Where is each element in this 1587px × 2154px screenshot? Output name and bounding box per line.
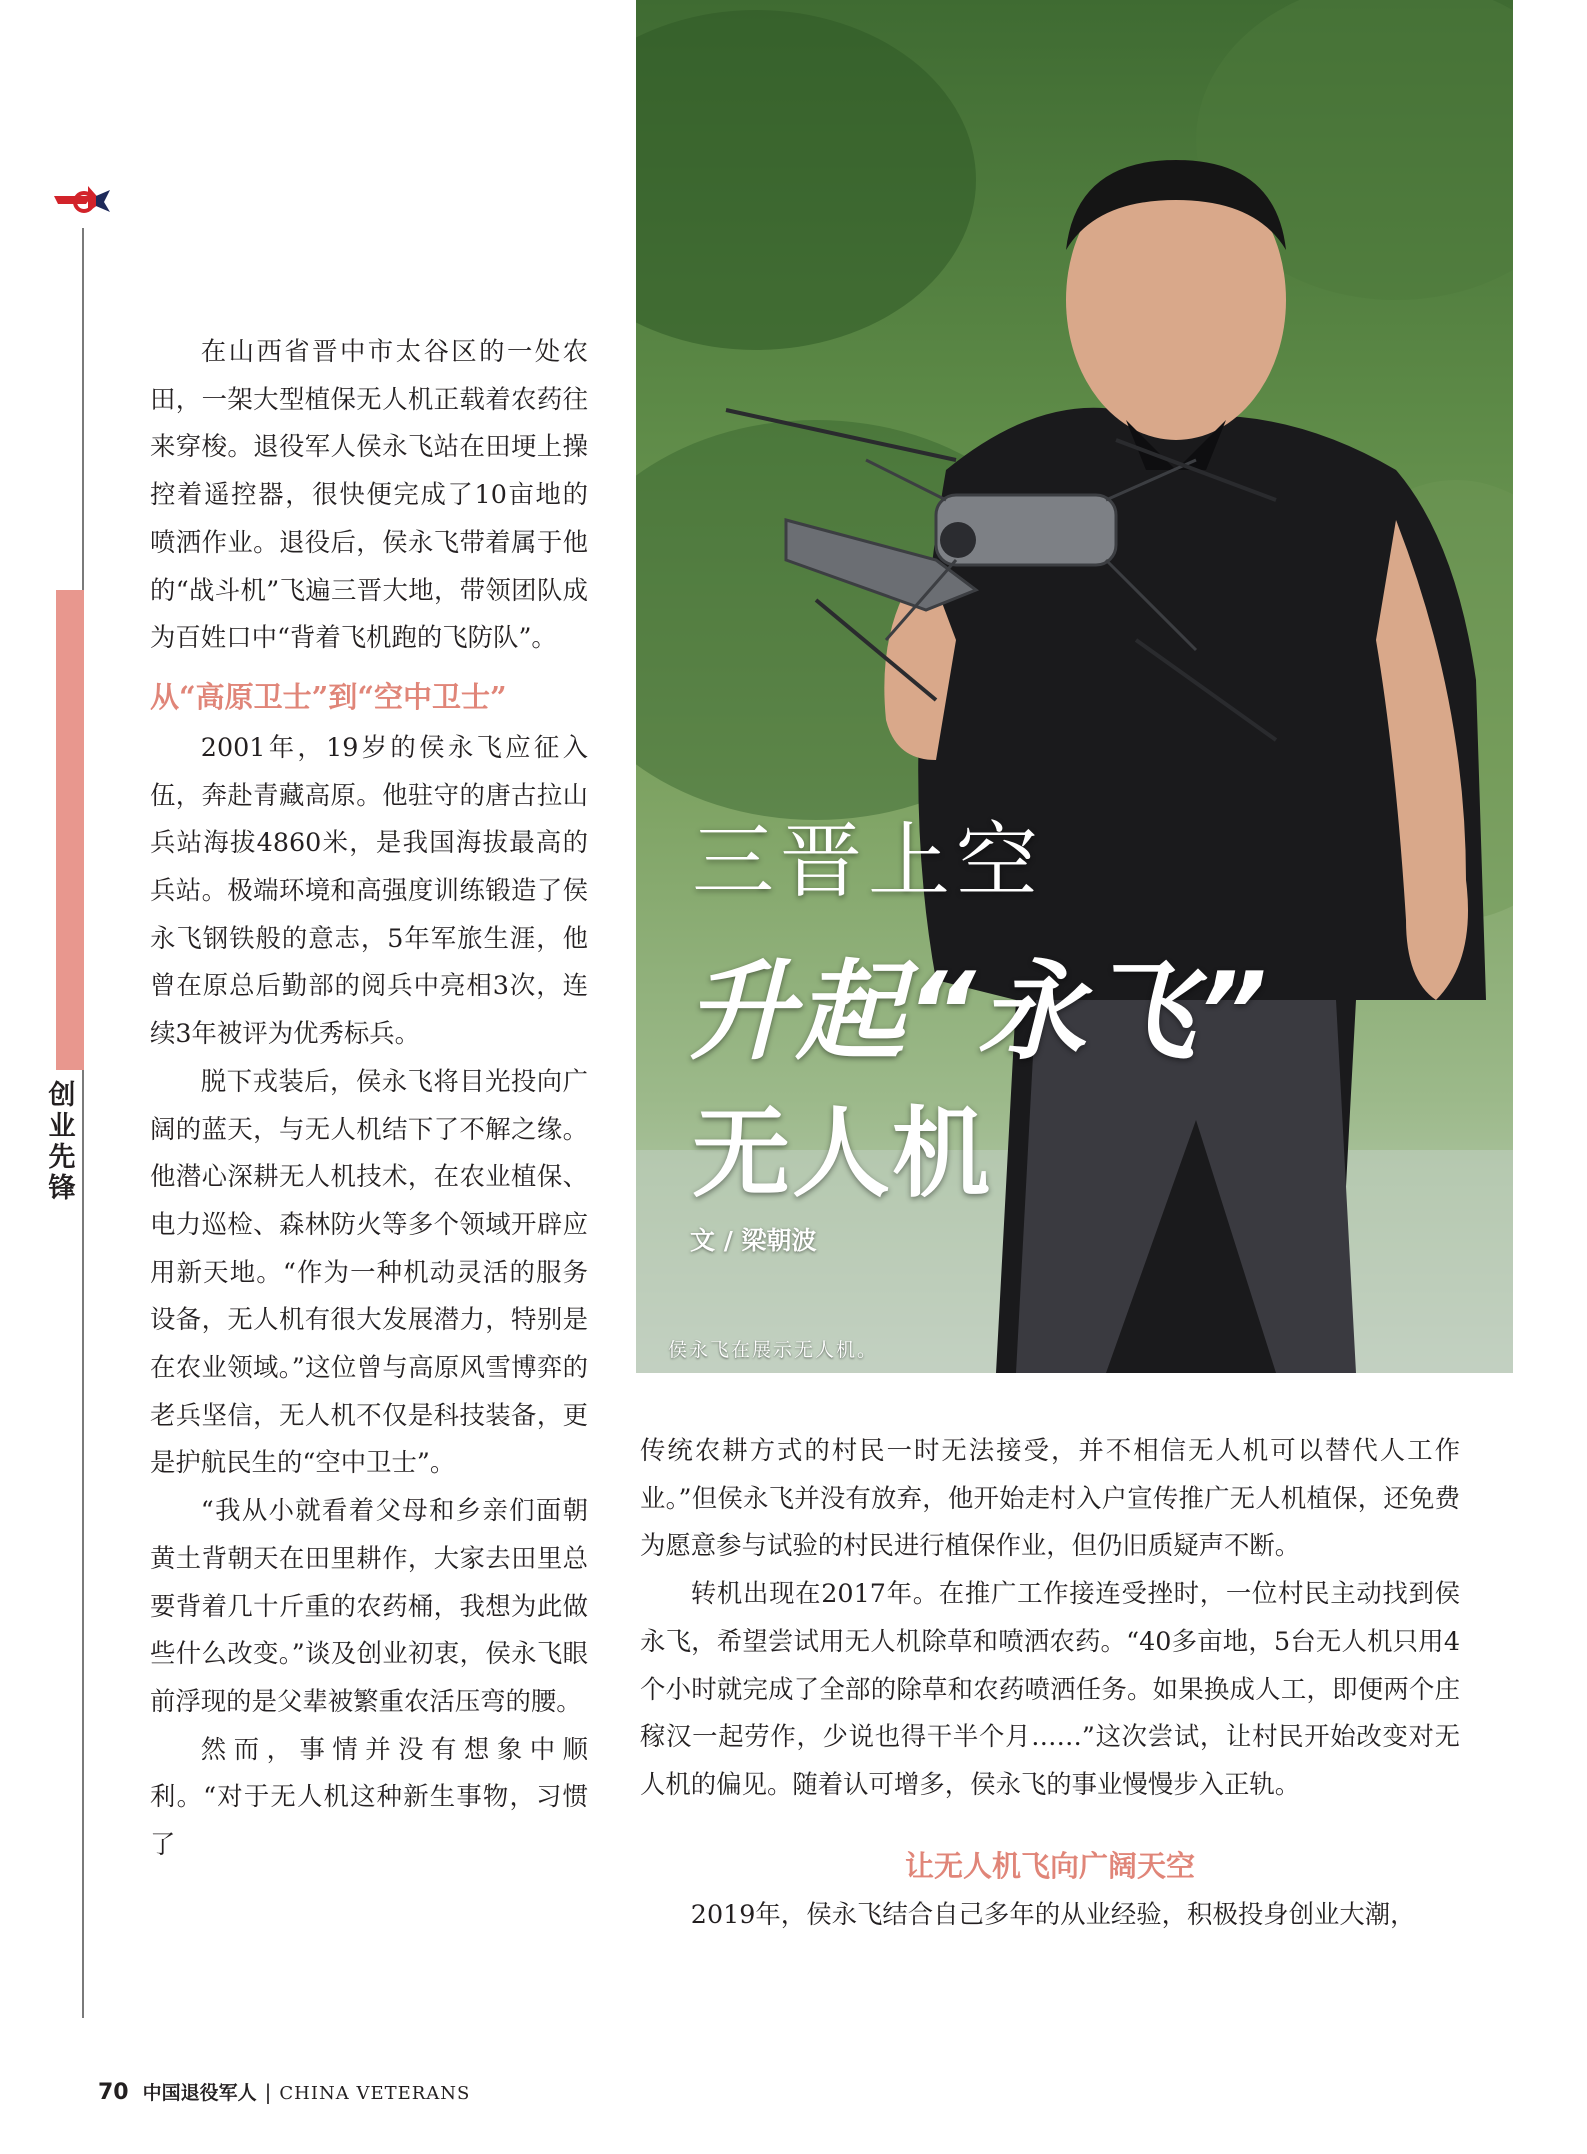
paragraph: 然而，事情并没有想象中顺利。“对于无人机这种新生事物，习惯了	[150, 1733, 588, 1860]
margin-rule	[82, 228, 84, 2018]
page-number: 70	[98, 2080, 129, 2105]
photo-caption: 侯永飞在展示无人机。	[668, 1339, 879, 1361]
author-byline: 文 / 梁朝波	[690, 1226, 817, 1255]
paragraph: 脱下戎装后，侯永飞将目光投向广阔的蓝天，与无人机结下了不解之缘。他潜心深耕无人机技术，在农业植保、电力巡检、森林防火等多个领域开辟应用新天地。“作为一种机动灵活的服务设备，无人机有很大发展潜力，特别是在农业领域。”这位曾与高原风雪博弈的老兵坚信，无人机不仅是科技装备，更是护航民生的“空中卫士”。	[150, 1065, 588, 1478]
article-title-line1: 三晋上空	[692, 814, 1045, 909]
magazine-logo-icon	[52, 182, 112, 218]
subheading: 从“高原卫士”到“空中卫士”	[150, 679, 507, 714]
section-tag: 创业先锋	[48, 1080, 76, 1204]
paragraph: 传统农耕方式的村民一时无法接受，并不相信无人机可以替代人工作业。”但侯永飞并没有放弃，他开始走村入户宣传推广无人机植保，还免费为愿意参与试验的村民进行植保作业，但仍旧质疑声不断。	[640, 1435, 1460, 1561]
paragraph: 在山西省晋中市太谷区的一处农田，一架大型植保无人机正载着农药往来穿梭。退役军人侯永飞站在田埂上操控着遥控器，很快便完成了10亩地的喷洒作业。退役后，侯永飞带着属于他的“战斗机”飞遍三晋大地，带领团队成为百姓口中“背着飞机跑的飞防队”。	[150, 336, 588, 653]
magazine-name-cn: 中国退役军人	[142, 2082, 257, 2104]
footer-separator: |	[264, 2080, 272, 2104]
hero-photo	[636, 0, 1513, 1373]
subheading: 让无人机飞向广阔天空	[904, 1848, 1195, 1883]
paragraph: 转机出现在2017年。在推广工作接连受挫时，一位村民主动找到侯永飞，希望尝试用无人机除草和喷洒农药。“40多亩地，5台无人机只用4个小时就完成了全部的除草和农药喷洒任务。如果换成人工，即便两个庄稼汉一起劳作，少说也得干半个月……”这次尝试，让村民开始改变对无人机的偏见。随着认可增多，侯永飞的事业慢慢步入正轨。	[640, 1578, 1460, 1799]
paragraph: 2001年，19岁的侯永飞应征入伍，奔赴青藏高原。他驻守的唐古拉山兵站海拔4860米，是我国海拔最高的兵站。极端环境和高强度训练锻造了侯永飞钢铁般的意志，5年军旅生涯，他曾在原总后勤部的阅兵中亮相3次，连续3年被评为优秀标兵。	[150, 731, 588, 1049]
section-color-bar	[56, 590, 84, 1070]
right-column	[640, 1427, 1460, 1938]
article-title-line3: 无人机	[692, 1097, 993, 1211]
paragraph: 2019年，侯永飞结合自己多年的从业经验，积极投身创业大潮，	[690, 1898, 1416, 1929]
page-footer	[98, 2078, 470, 2108]
paragraph: “我从小就看着父母和乡亲们面朝黄土背朝天在田里耕作，大家去田里总要背着几十斤重的农药桶，我想为此做些什么改变。”谈及创业初衷，侯永飞眼前浮现的是父辈被繁重农活压弯的腰。	[150, 1495, 588, 1716]
left-column	[150, 328, 588, 1869]
magazine-name-en: CHINA VETERANS	[279, 2083, 471, 2104]
article-title-line2: 升起“永飞”	[686, 950, 1270, 1075]
